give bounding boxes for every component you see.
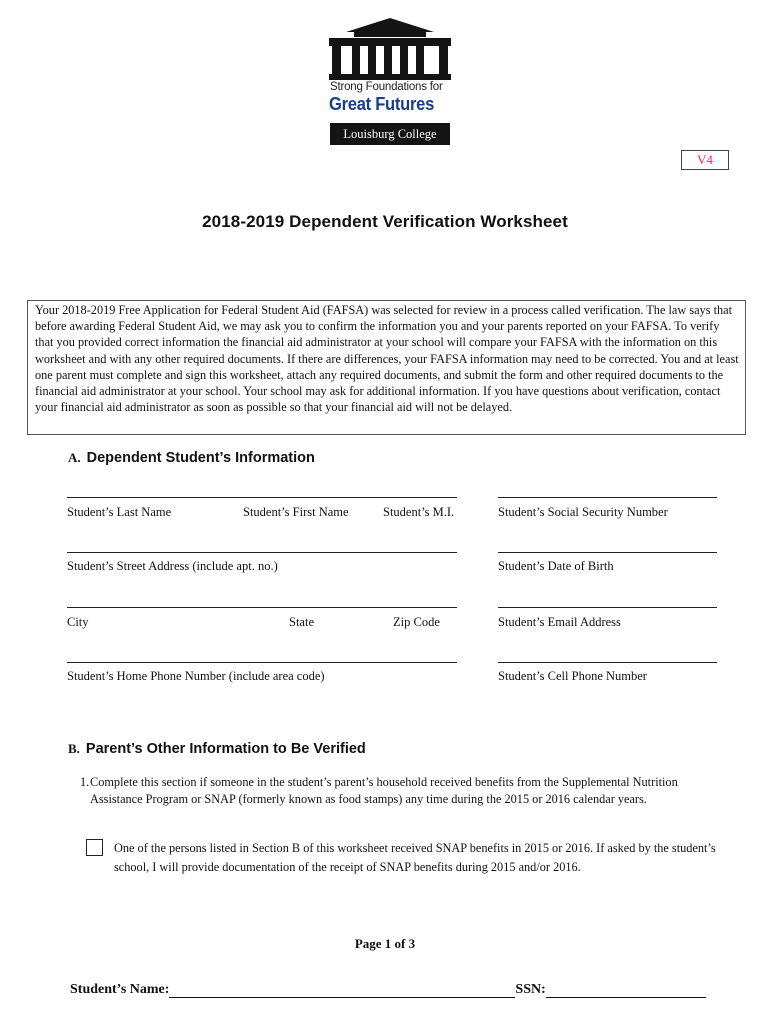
- section-b-title: Parent’s Other Information to Be Verified: [85, 741, 366, 757]
- footer-ssn-label: SSN:: [515, 982, 546, 997]
- zip-label: Zip Code: [393, 615, 440, 629]
- section-a-heading: [68, 450, 315, 467]
- first-name-label: Student’s First Name: [243, 505, 349, 519]
- logo-tagline: Strong Foundations for: [330, 81, 443, 93]
- document-title: 2018-2019 Dependent Verification Worksheet: [202, 212, 568, 231]
- version-badge: V4: [681, 150, 729, 170]
- ssn-field[interactable]: [498, 497, 717, 498]
- snap-checkbox-label: One of the persons listed in Section B of this worksheet received SNAP benefits in 2015 or 2016. If asked by the student’s school, I will provide documentation of the receipt of SNAP benefits during 2015 and/or 2016.: [114, 841, 716, 874]
- footer: [70, 982, 706, 998]
- building-icon: [326, 16, 454, 82]
- city-state-zip-field[interactable]: [67, 607, 457, 608]
- dob-field[interactable]: [498, 552, 717, 553]
- student-name-field[interactable]: [169, 982, 515, 998]
- last-name-label: Student’s Last Name: [67, 505, 172, 519]
- ssn-label: Student’s Social Security Number: [498, 505, 668, 519]
- student-name-label: Student’s Name:: [70, 982, 170, 997]
- cell-phone-field[interactable]: [498, 662, 717, 663]
- address-field[interactable]: [67, 552, 457, 553]
- logo-slogan: Great Futures: [329, 94, 435, 114]
- college-logo: [326, 16, 454, 146]
- section-b-heading: [68, 741, 366, 758]
- last-name-field[interactable]: [67, 497, 457, 498]
- mi-label: Student’s M.I.: [383, 505, 455, 519]
- cell-phone-label: Student’s Cell Phone Number: [498, 669, 647, 683]
- section-b-letter: B.: [68, 741, 80, 756]
- home-phone-label: Student’s Home Phone Number (include area code): [67, 669, 325, 683]
- address-label: Student’s Street Address (include apt. no.): [67, 559, 278, 573]
- item-text: Complete this section if someone in the student’s parent’s household received benefits from the Supplemental Nutrition Assistance Program or SNAP (formerly known as food stamps) any time during the 2015 or 2016 calendar years.: [90, 775, 678, 806]
- section-a-letter: A.: [68, 450, 81, 465]
- home-phone-field[interactable]: [67, 662, 457, 663]
- page-number: Page 1 of 3: [354, 936, 416, 951]
- section-b-item: [80, 774, 720, 808]
- dob-label: Student’s Date of Birth: [498, 559, 614, 573]
- section-a-title: Dependent Student’s Information: [86, 450, 315, 466]
- state-label: State: [289, 615, 314, 629]
- email-field[interactable]: [498, 607, 717, 608]
- footer-ssn-field[interactable]: [546, 982, 706, 998]
- intro-paragraph: Your 2018-2019 Free Application for Federal Student Aid (FAFSA) was selected for review in a process called verification. The law says that before awarding Federal Student Aid, we may ask you to confirm the information you and your parents reported on your FAFSA. To verify that you provided correct information the financial aid administrator at your school will compare your FAFSA with the information on this worksheet and with any other required documents. If there are differences, your FAFSA information may need to be corrected. You and at least one parent must complete and sign this worksheet, attach any required documents, and submit the form and other required documents to the financial aid administrator at your school. Your school may ask for additional information. If you have questions about verification, contact your financial aid administrator as soon as possible so that your financial aid will not be delayed.: [27, 300, 746, 435]
- city-label: City: [67, 615, 89, 629]
- logo-college-name: Louisburg College: [330, 123, 450, 145]
- snap-checkbox[interactable]: [86, 839, 103, 856]
- email-label: Student’s Email Address: [498, 615, 621, 629]
- item-number: 1.: [80, 775, 90, 789]
